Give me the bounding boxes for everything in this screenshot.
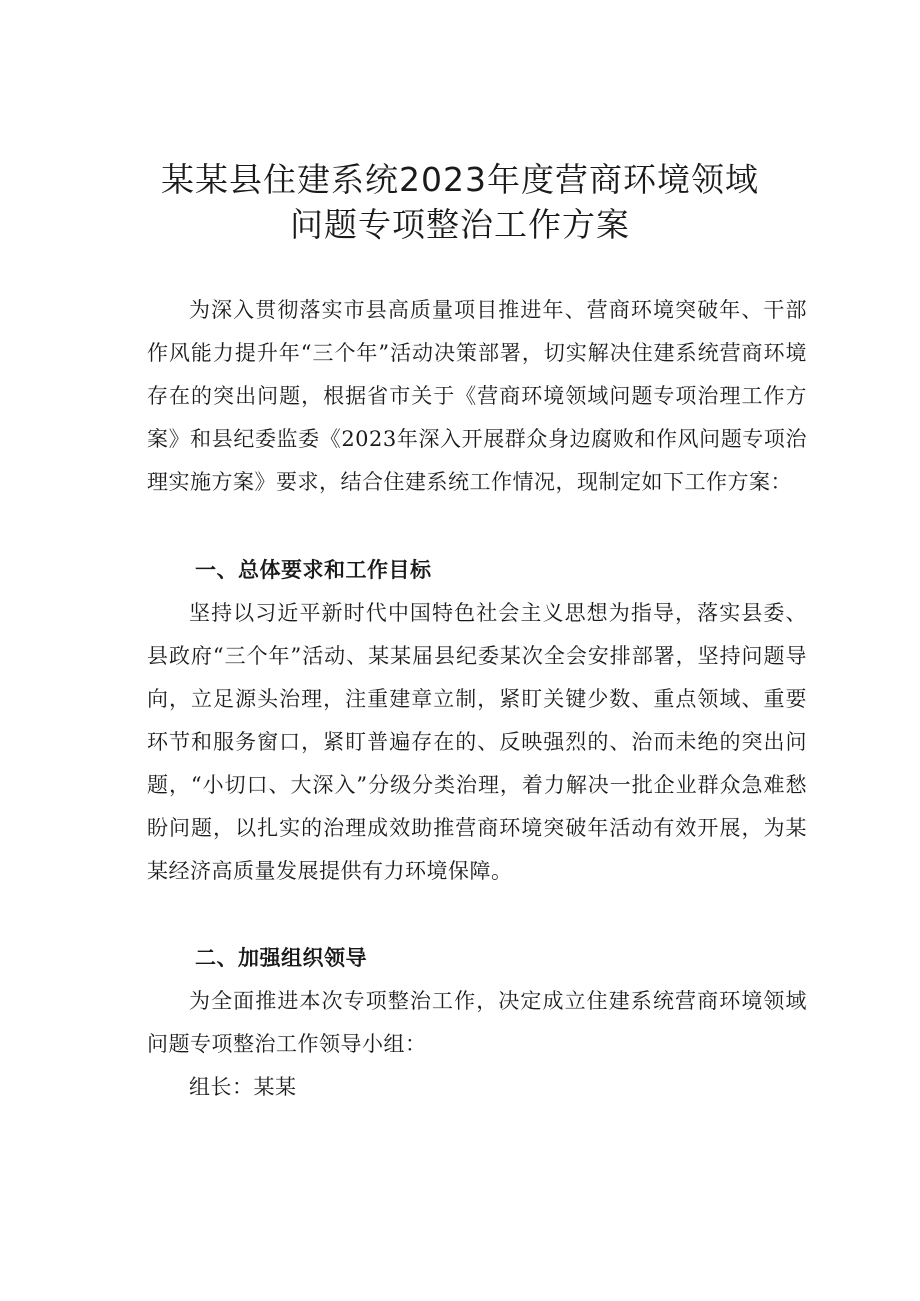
intro-paragraph: 为深入贯彻落实市县高质量项目推进年、营商环境突破年、干部作风能力提升年“三个年”活动决策部署，切实解决住建系统营商环境存在的突出问题，根据省市关于《营商环境领域问题专项治理工作方案》和县纪委监委《2023年深入开展群众身边腐败和作风问题专项治理实施方案》要求，结合住建系统工作情况，现制定如下工作方案： [147, 298, 807, 494]
section-2-heading: 二、加强组织领导 [195, 946, 367, 970]
document-title-line-2: 问题专项整治工作方案 [290, 205, 630, 244]
section-1-paragraph: 坚持以习近平新时代中国特色社会主义思想为指导，落实县委、县政府“三个年”活动、某某届县纪委某次全会安排部署，坚持问题导向，立足源头治理，注重建章立制，紧盯关键少数、重点领域、重要环节和服务窗口，紧盯普遍存在的、反映强烈的、治而未绝的突出问题，“小切口、大深入”分级分类治理，着力解决一批企业群众急难愁盼问题，以扎实的治理成效助推营商环境突破年活动有效开展，为某某经济高质量发展提供有力环境保障。 [147, 601, 807, 883]
section-2-paragraph: 为全面推进本次专项整治工作，决定成立住建系统营商环境领域问题专项整治工作领导小组： [147, 989, 807, 1056]
document-title-line-1: 某某县住建系统2023年度营商环境领域 [161, 160, 759, 199]
leader-line: 组长：某某 [189, 1075, 297, 1099]
section-1-heading: 一、总体要求和工作目标 [195, 558, 432, 582]
